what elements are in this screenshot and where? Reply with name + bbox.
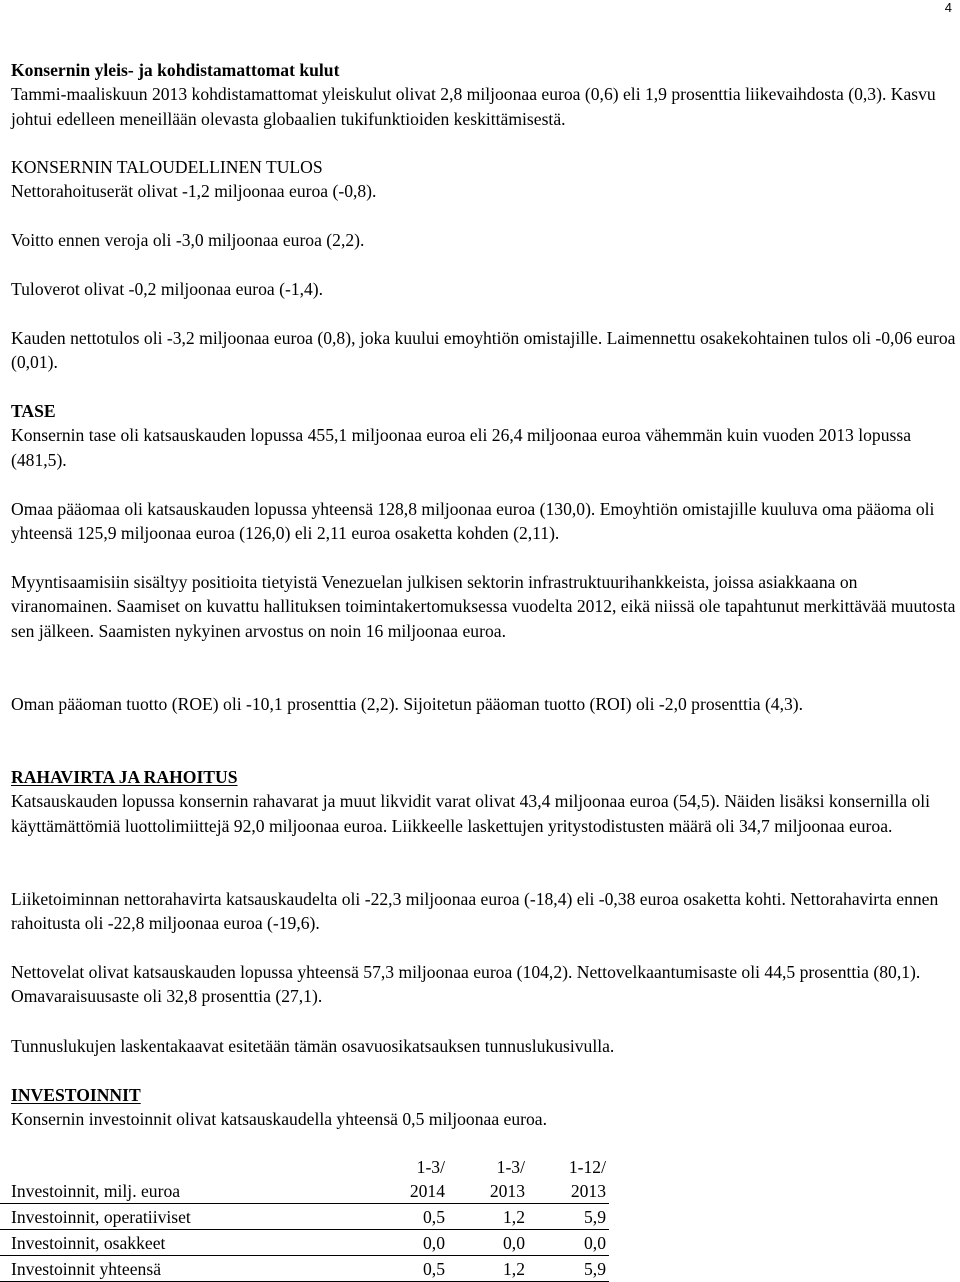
section-title-balance-sheet: TASE	[11, 401, 56, 421]
section-general-costs	[11, 58, 956, 131]
table-header-col3-year: 2013	[570, 1181, 606, 1201]
table-row	[0, 1256, 609, 1282]
section-balance-sheet	[11, 399, 956, 472]
paragraph-investments: Konsernin investoinnit olivat katsauskaudella yhteensä 0,5 miljoonaa euroa.	[11, 1109, 547, 1130]
paragraph-roe: Oman pääoman tuotto (ROE) oli -10,1 prosenttia (2,2). Sijoitetun pääoman tuotto (ROI) oli -2,0 prosenttia (4,3).	[11, 694, 804, 714]
table-header-col3	[528, 1155, 609, 1204]
paragraph-profit-before-taxes-block	[11, 228, 956, 252]
table-row-label: Investoinnit, osakkeet	[0, 1230, 368, 1256]
table-cell: 0,5	[368, 1256, 448, 1282]
section-cash-flow	[11, 765, 956, 838]
table-header-col1-year: 2014	[409, 1181, 445, 1201]
paragraph-receivables-block	[11, 570, 956, 643]
paragraph-net-result-block	[11, 326, 956, 375]
paragraph-cash-reserves: Katsauskauden lopussa konsernin rahavarat ja muut likvidit varat olivat 43,4 miljoonaa euroa (54,5). Näiden lisäksi konsernilla oli käyttämättömiä luottolimiittejä 92,0 miljoonaa euroa. Liikkeelle laskettujen yritystodistusten määrä oli 34,7 miljoonaa euroa.	[11, 791, 931, 836]
paragraph-net-financial-items: Nettorahoituserät olivat -1,2 miljoonaa euroa (-0,8).	[11, 181, 377, 202]
table-row	[0, 1230, 609, 1256]
paragraph-equity-block	[11, 497, 956, 546]
table-header-col2-period: 1-3/	[496, 1157, 525, 1177]
section-investments	[11, 1083, 956, 1132]
paragraph-key-figures: Tunnuslukujen laskentakaavat esitetään tämän osavuosikatsauksen tunnuslukusivulla.	[11, 1036, 615, 1056]
section-title-financial-result: KONSERNIN TALOUDELLINEN TULOS	[11, 157, 323, 177]
section-title-general-costs: Konsernin yleis- ja kohdistamattomat kulut	[11, 60, 340, 80]
table-header-col1	[368, 1155, 448, 1204]
table-header-row	[0, 1155, 609, 1204]
table-cell: 0,0	[368, 1230, 448, 1256]
paragraph-balance-total: Konsernin tase oli katsauskauden lopussa 455,1 miljoonaa euroa eli 26,4 miljoonaa euroa vähemmän kuin vuoden 2013 lopussa (481,5).	[11, 425, 912, 470]
paragraph-roe-block	[11, 692, 956, 716]
paragraph-equity: Omaa pääomaa oli katsauskauden lopussa yhteensä 128,8 miljoonaa euroa (130,0). Emoyhtiön omistajille kuuluva oma pääoma oli yhteensä 125,9 miljoonaa euroa (126,0) eli 2,11 euroa osaketta kohden (2,11).	[11, 499, 935, 544]
investments-table	[0, 1155, 609, 1282]
paragraph-operating-cash-flow-block	[11, 887, 956, 936]
paragraph-key-figures-block	[11, 1034, 956, 1058]
table-cell: 1,2	[448, 1256, 528, 1282]
section-title-investments: INVESTOINNIT	[11, 1085, 141, 1105]
table-row-label: Investoinnit, operatiiviset	[0, 1204, 368, 1230]
paragraph-income-taxes-block	[11, 277, 956, 301]
table-cell: 0,0	[528, 1230, 609, 1256]
table-cell: 5,9	[528, 1204, 609, 1230]
paragraph-net-result: Kauden nettotulos oli -3,2 miljoonaa euroa (0,8), joka kuului emoyhtiön omistajille. Laimennettu osakekohtainen tulos oli -0,06 euroa (0,01).	[11, 328, 956, 373]
paragraph-general-costs: Tammi-maaliskuun 2013 kohdistamattomat yleiskulut olivat 2,8 miljoonaa euroa (0,6) eli 1,9 prosenttia liikevaihdosta (0,3). Kasvu johtui edelleen meneillään olevasta globaalien tukifunktioiden keskittämisestä.	[11, 84, 936, 129]
table-header-col2	[448, 1155, 528, 1204]
table-cell: 5,9	[528, 1256, 609, 1282]
page-number: 4	[944, 0, 952, 15]
paragraph-operating-cash-flow: Liiketoiminnan nettorahavirta katsauskaudelta oli -22,3 miljoonaa euroa (-18,4) eli -0,38 euroa osaketta kohti. Nettorahavirta ennen rahoitusta oli -22,8 miljoonaa euroa (-19,6).	[11, 889, 939, 934]
table-header-col1-period: 1-3/	[416, 1157, 445, 1177]
paragraph-profit-before-taxes: Voitto ennen veroja oli -3,0 miljoonaa euroa (2,2).	[11, 230, 365, 250]
paragraph-net-debt: Nettovelat olivat katsauskauden lopussa yhteensä 57,3 miljoonaa euroa (104,2). Nettovelkaantumisaste oli 44,5 prosenttia (80,1). Omavaraisuusaste oli 32,8 prosenttia (27,1).	[11, 962, 921, 1007]
paragraph-receivables: Myyntisaamisiin sisältyy positioita tietyistä Venezuelan julkisen sektorin infrastruktuurihankkeista, joissa asiakkaana on viranomainen. Saamiset on kuvattu hallituksen toimintakertomuksessa vuodelta 2012, eikä niissä ole tapahtunut merkittävää muutosta sen jälkeen. Saamisten nykyinen arvostus on noin 16 miljoonaa euroa.	[11, 572, 956, 641]
table-cell: 1,2	[448, 1204, 528, 1230]
table-cell: 0,0	[448, 1230, 528, 1256]
table-row-label: Investoinnit yhteensä	[0, 1256, 368, 1282]
paragraph-income-taxes: Tuloverot olivat -0,2 miljoonaa euroa (-1,4).	[11, 279, 324, 299]
table-row	[0, 1204, 609, 1230]
table-header-label: Investoinnit, milj. euroa	[0, 1155, 368, 1204]
table-cell: 0,5	[368, 1204, 448, 1230]
table-header-col3-period: 1-12/	[568, 1157, 606, 1177]
table-header-col2-year: 2013	[489, 1181, 525, 1201]
paragraph-net-debt-block	[11, 960, 956, 1009]
section-title-cash-flow: RAHAVIRTA JA RAHOITUS	[11, 767, 238, 787]
section-financial-result	[11, 155, 956, 204]
